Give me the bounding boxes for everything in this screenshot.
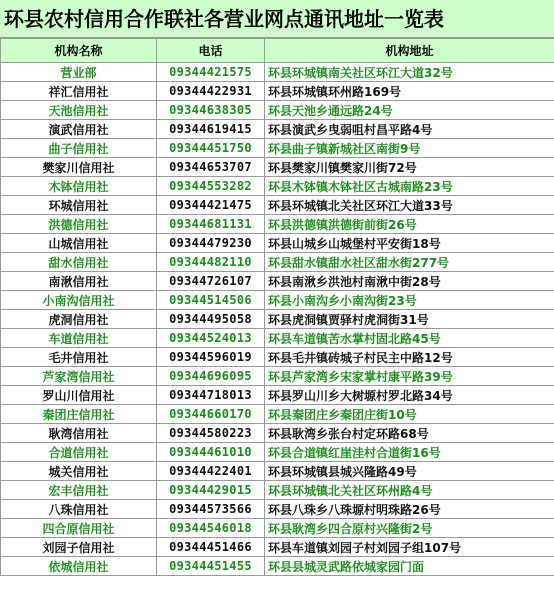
cell-branch-name[interactable]: 毛井信用社 xyxy=(1,348,157,367)
table-row xyxy=(1,557,554,576)
table-row xyxy=(1,177,554,196)
table-row xyxy=(1,120,554,139)
cell-phone[interactable]: 09344638305 xyxy=(157,101,265,120)
cell-phone[interactable]: 09344546018 xyxy=(157,519,265,538)
cell-address[interactable]: 环县洪德镇洪德街前街26号 xyxy=(265,215,554,234)
table-row xyxy=(1,386,554,405)
cell-address[interactable]: 环县木钵镇木钵社区古城南路23号 xyxy=(265,177,554,196)
cell-branch-name[interactable]: 八珠信用社 xyxy=(1,500,157,519)
table-row xyxy=(1,63,554,82)
table-row xyxy=(1,348,554,367)
cell-phone[interactable]: 09344479230 xyxy=(157,234,265,253)
cell-branch-name[interactable]: 洪德信用社 xyxy=(1,215,157,234)
cell-address[interactable]: 环县天池乡通远路24号 xyxy=(265,101,554,120)
cell-branch-name[interactable]: 山城信用社 xyxy=(1,234,157,253)
cell-phone[interactable]: 09344451466 xyxy=(157,538,265,557)
header-phone[interactable]: 电话 xyxy=(157,39,265,63)
cell-address[interactable]: 环县南湫乡洪池村南湫中街28号 xyxy=(265,272,554,291)
cell-branch-name[interactable]: 祥汇信用社 xyxy=(1,82,157,101)
table-row xyxy=(1,234,554,253)
cell-phone[interactable]: 09344524013 xyxy=(157,329,265,348)
cell-address[interactable]: 环县演武乡曳弱咀村昌平路4号 xyxy=(265,120,554,139)
cell-phone[interactable]: 09344429015 xyxy=(157,481,265,500)
header-row xyxy=(1,39,554,63)
cell-address[interactable]: 环县环城镇南关社区环江大道32号 xyxy=(265,63,554,82)
cell-address[interactable]: 环县虎洞镇贾驿村虎洞街31号 xyxy=(265,310,554,329)
cell-phone[interactable]: 09344718013 xyxy=(157,386,265,405)
cell-branch-name[interactable]: 演武信用社 xyxy=(1,120,157,139)
cell-address[interactable]: 环县耿湾乡张台村定环路68号 xyxy=(265,424,554,443)
table-row xyxy=(1,329,554,348)
cell-branch-name[interactable]: 城关信用社 xyxy=(1,462,157,481)
cell-address[interactable]: 环县县城灵武路依城家园门面 xyxy=(265,557,554,576)
cell-branch-name[interactable]: 樊家川信用社 xyxy=(1,158,157,177)
table-body xyxy=(1,63,554,576)
cell-phone[interactable]: 09344422931 xyxy=(157,82,265,101)
table-row xyxy=(1,215,554,234)
cell-branch-name[interactable]: 四合原信用社 xyxy=(1,519,157,538)
cell-phone[interactable]: 09344726107 xyxy=(157,272,265,291)
table-row xyxy=(1,481,554,500)
cell-branch-name[interactable]: 环城信用社 xyxy=(1,196,157,215)
cell-phone[interactable]: 09344619415 xyxy=(157,120,265,139)
sheet-title: 环县农村信用合作联社各营业网点通讯地址一览表 xyxy=(0,0,554,38)
cell-branch-name[interactable]: 营业部 xyxy=(1,63,157,82)
cell-branch-name[interactable]: 耿湾信用社 xyxy=(1,424,157,443)
table-row xyxy=(1,139,554,158)
cell-address[interactable]: 环县樊家川镇樊家川街72号 xyxy=(265,158,554,177)
header-address[interactable]: 机构地址 xyxy=(265,39,554,63)
cell-address[interactable]: 环县耿湾乡四合原村兴隆街2号 xyxy=(265,519,554,538)
cell-branch-name[interactable]: 天池信用社 xyxy=(1,101,157,120)
cell-branch-name[interactable]: 合道信用社 xyxy=(1,443,157,462)
cell-phone[interactable]: 09344596019 xyxy=(157,348,265,367)
table-row xyxy=(1,443,554,462)
cell-branch-name[interactable]: 芦家湾信用社 xyxy=(1,367,157,386)
cell-phone[interactable]: 09344681131 xyxy=(157,215,265,234)
cell-address[interactable]: 环县环城镇县城兴隆路49号 xyxy=(265,462,554,481)
table-row xyxy=(1,462,554,481)
cell-phone[interactable]: 09344421475 xyxy=(157,196,265,215)
table-row xyxy=(1,519,554,538)
cell-phone[interactable]: 09344660170 xyxy=(157,405,265,424)
cell-address[interactable]: 环县小南沟乡小南沟街23号 xyxy=(265,291,554,310)
cell-branch-name[interactable]: 曲子信用社 xyxy=(1,139,157,158)
cell-phone[interactable]: 09344451455 xyxy=(157,557,265,576)
table-row xyxy=(1,538,554,557)
cell-phone[interactable]: 09344421575 xyxy=(157,63,265,82)
cell-address[interactable]: 环县山城乡山城堡村平安街18号 xyxy=(265,234,554,253)
branch-table xyxy=(0,38,554,576)
cell-branch-name[interactable]: 秦团庄信用社 xyxy=(1,405,157,424)
table-row xyxy=(1,82,554,101)
table-row xyxy=(1,272,554,291)
cell-branch-name[interactable]: 车道信用社 xyxy=(1,329,157,348)
cell-branch-name[interactable]: 甜水信用社 xyxy=(1,253,157,272)
cell-branch-name[interactable]: 刘园子信用社 xyxy=(1,538,157,557)
cell-address[interactable]: 环县罗山川乡大树塬村罗北路34号 xyxy=(265,386,554,405)
header-name[interactable]: 机构名称 xyxy=(1,39,157,63)
cell-branch-name[interactable]: 南湫信用社 xyxy=(1,272,157,291)
table-row xyxy=(1,196,554,215)
cell-address[interactable]: 环县毛井镇砖城子村民主中路12号 xyxy=(265,348,554,367)
cell-phone[interactable]: 09344451750 xyxy=(157,139,265,158)
cell-branch-name[interactable]: 小南沟信用社 xyxy=(1,291,157,310)
cell-address[interactable]: 环县环城镇北关社区环州路4号 xyxy=(265,481,554,500)
table-row xyxy=(1,405,554,424)
cell-address[interactable]: 环县秦团庄乡秦团庄街10号 xyxy=(265,405,554,424)
cell-address[interactable]: 环县环城镇北关社区环江大道33号 xyxy=(265,196,554,215)
cell-address[interactable]: 环县芦家湾乡宋家掌村康平路39号 xyxy=(265,367,554,386)
cell-phone[interactable]: 09344580223 xyxy=(157,424,265,443)
cell-address[interactable]: 环县曲子镇新城社区南街9号 xyxy=(265,139,554,158)
cell-address[interactable]: 环县车道镇刘园子村刘园子组107号 xyxy=(265,538,554,557)
cell-branch-name[interactable]: 依城信用社 xyxy=(1,557,157,576)
cell-phone[interactable]: 09344422401 xyxy=(157,462,265,481)
cell-phone[interactable]: 09344653707 xyxy=(157,158,265,177)
cell-branch-name[interactable]: 虎洞信用社 xyxy=(1,310,157,329)
cell-phone[interactable]: 09344461010 xyxy=(157,443,265,462)
cell-phone[interactable]: 09344514506 xyxy=(157,291,265,310)
cell-address[interactable]: 环县环城镇环州路169号 xyxy=(265,82,554,101)
cell-address[interactable]: 环县八珠乡八珠塬村明珠路26号 xyxy=(265,500,554,519)
cell-branch-name[interactable]: 木钵信用社 xyxy=(1,177,157,196)
cell-phone[interactable]: 09344495058 xyxy=(157,310,265,329)
table-row xyxy=(1,158,554,177)
cell-phone[interactable]: 09344482110 xyxy=(157,253,265,272)
cell-address[interactable]: 环县车道镇苦水掌村固北路45号 xyxy=(265,329,554,348)
table-row xyxy=(1,310,554,329)
table-row xyxy=(1,101,554,120)
table-row xyxy=(1,367,554,386)
cell-branch-name[interactable]: 宏丰信用社 xyxy=(1,481,157,500)
table-row xyxy=(1,500,554,519)
cell-address[interactable]: 环县甜水镇甜水社区甜水街277号 xyxy=(265,253,554,272)
table-row xyxy=(1,253,554,272)
table-row xyxy=(1,424,554,443)
cell-phone[interactable]: 09344696095 xyxy=(157,367,265,386)
cell-phone[interactable]: 09344553282 xyxy=(157,177,265,196)
cell-branch-name[interactable]: 罗山川信用社 xyxy=(1,386,157,405)
cell-phone[interactable]: 09344573566 xyxy=(157,500,265,519)
table-row xyxy=(1,291,554,310)
cell-address[interactable]: 环县合道镇红崖洼村合道街16号 xyxy=(265,443,554,462)
